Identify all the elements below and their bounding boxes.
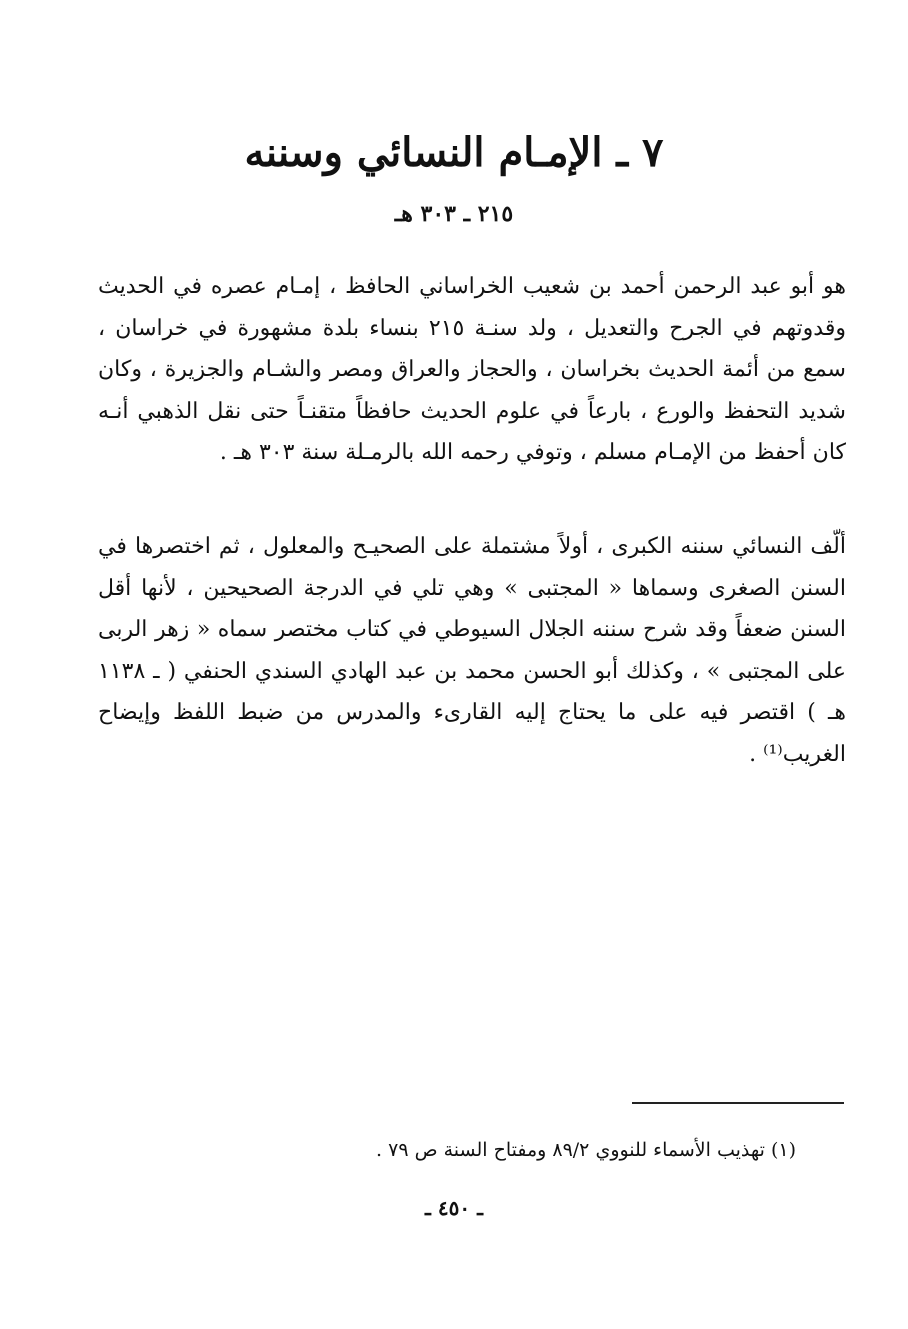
footnote-divider xyxy=(632,1102,844,1104)
footnote: (١) تهذيب الأسماء للنووي ٨٩/٢ ومفتاح السنة ص ٧٩ . xyxy=(376,1139,796,1161)
page-number: ـ ٤٥٠ ـ xyxy=(425,1196,483,1220)
chapter-title: ٧ ـ الإمـام النسائي وسننه xyxy=(244,129,664,176)
chapter-dates: ٢١٥ ـ ٣٠٣ هـ xyxy=(394,201,514,227)
body-paragraph-2: ألّف النسائي سننه الكبرى ، أولاً مشتملة على الصحيـح والمعلول ، ثم اختصرها في السنن الصغرى وسماها « المجتبى » وهي تلي في الدرجة الصحيحين ، لأنها أقل السنن ضعفاً وقد شرح سننه الجلال السيوطي في كتاب مختصر سماه « زهر الربى على المجتبى » ، وكذلك أبو الحسن محمد بن عبد الهادي السندي الحنفي ( ـ ١١٣٨ هـ ) اقتصر فيه على ما يحتاج إليه القارىء والمدرس من ضبط اللفظ وإيضاح الغريب⁽¹⁾ . xyxy=(98,534,846,767)
body-paragraph-1: هو أبو عبد الرحمن أحمد بن شعيب الخراساني الحافظ ، إمـام عصره في الحديث وقدوتهم في الجرح والتعديل ، ولد سنـة ٢١٥ بنساء بلدة مشهورة في خراسان ، سمع من أئمة الحديث بخراسان ، والحجاز والعراق ومصر والشـام والجزيرة ، وكان شديد التحفظ والورع ، بارعاً في علوم الحديث حافظاً متقنـاً حتى نقل الذهبي أنـه كان أحفظ من الإمـام مسلم ، وتوفي رحمه الله بالرمـلة سنة ٣٠٣ هـ . xyxy=(98,274,846,465)
